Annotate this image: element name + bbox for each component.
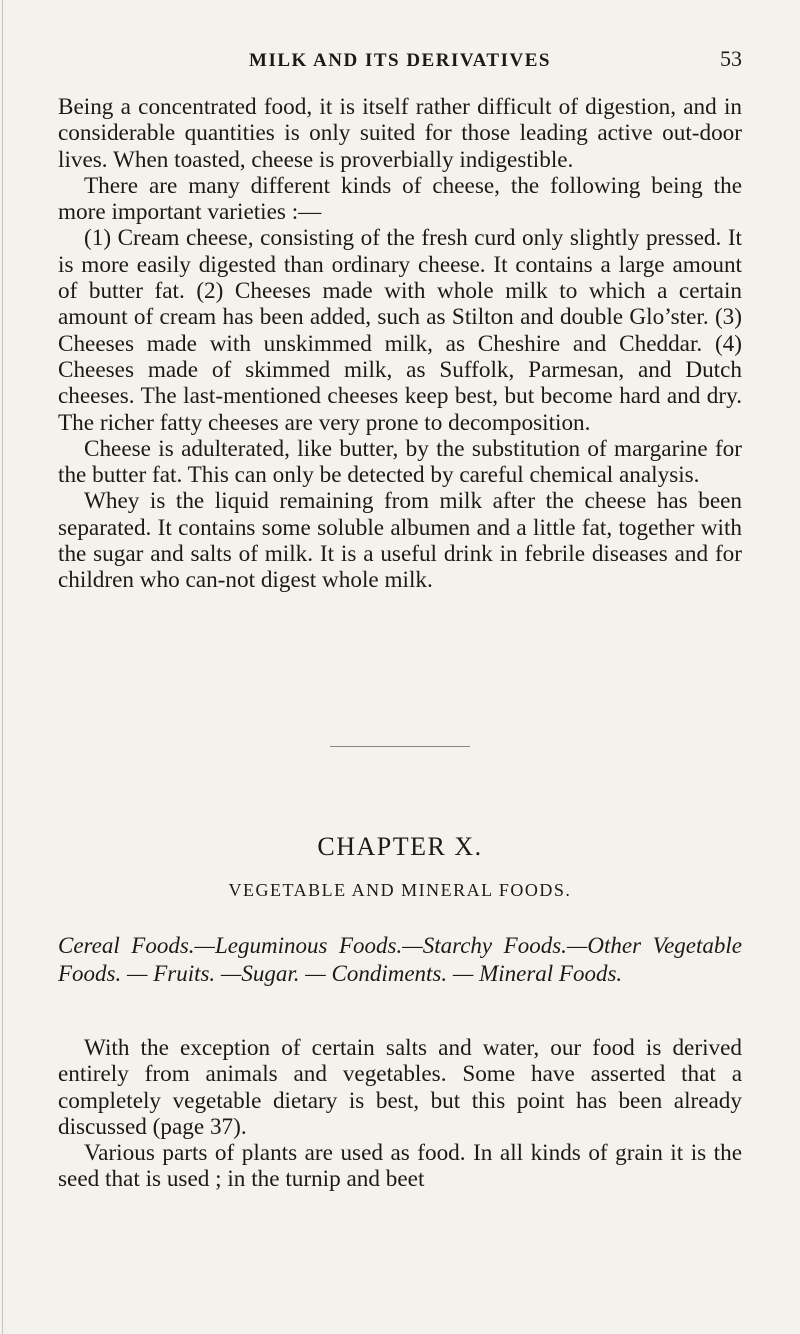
page-header: [58, 40, 742, 80]
paragraph-whey: Whey is the liquid remaining from milk after the cheese has been separated. It contains some soluble albumen and a little fat, together with the sugar and salts of milk. It is a useful drink in febrile diseases and for children who can-not digest whole milk.: [58, 488, 742, 594]
chapter-summary: Cereal Foods.—Leguminous Foods.—Starchy Foods.—Other Vegetable Foods. — Fruits. —Sugar. — Condiments. — Mineral Foods.: [58, 933, 742, 986]
paragraph-cheese-varieties: (1) Cream cheese, consisting of the fresh curd only slightly pressed. It is more easily digested than ordinary cheese. It contains a large amount of butter fat. (2) Cheeses made with whole milk to which a certain amount of cream has been added, such as Stilton and double Glo’ster. (3) Cheeses made with unskimmed milk, as Cheshire and Cheddar. (4) Cheeses made of skimmed milk, as Suffolk, Parmesan, and Dutch cheeses. The last-mentioned cheeses keep best, but become hard and dry. The richer fatty cheeses are very prone to decomposition.: [58, 225, 742, 436]
chapter-body: [58, 1035, 742, 1193]
paragraph-food-sources: With the exception of certain salts and water, our food is derived entirely from animals and vegetables. Some have asserted that a completely vegetable dietary is best, but this point has been already discussed (page 37).: [58, 1035, 742, 1140]
paragraph-kinds-of-cheese: There are many different kinds of cheese, the following being the more important varieties :—: [58, 172, 742, 226]
page-edge-rule: [2, 0, 3, 1334]
paragraph-plant-parts: Various parts of plants are used as food. In all kinds of grain it is the seed that is used ; in the turnip and beet: [58, 1140, 742, 1193]
section-divider: [330, 746, 470, 747]
body-text: [58, 94, 742, 594]
running-head: MILK AND ITS DERIVATIVES: [249, 50, 551, 71]
paragraph-adulteration: Cheese is adulterated, like butter, by the substitution of margarine for the butter fat. This can only be detected by careful chemical analysis.: [58, 435, 742, 489]
page-number: 53: [720, 46, 742, 71]
paragraph-digestion: Being a concentrated food, it is itself rather difficult of digestion, and in considerable quantities is only suited for those leading active out-door lives. When toasted, cheese is proverbially indigestible.: [58, 94, 742, 173]
chapter-title: CHAPTER X.: [317, 832, 483, 861]
chapter-subtitle: VEGETABLE AND MINERAL FOODS.: [228, 880, 572, 900]
